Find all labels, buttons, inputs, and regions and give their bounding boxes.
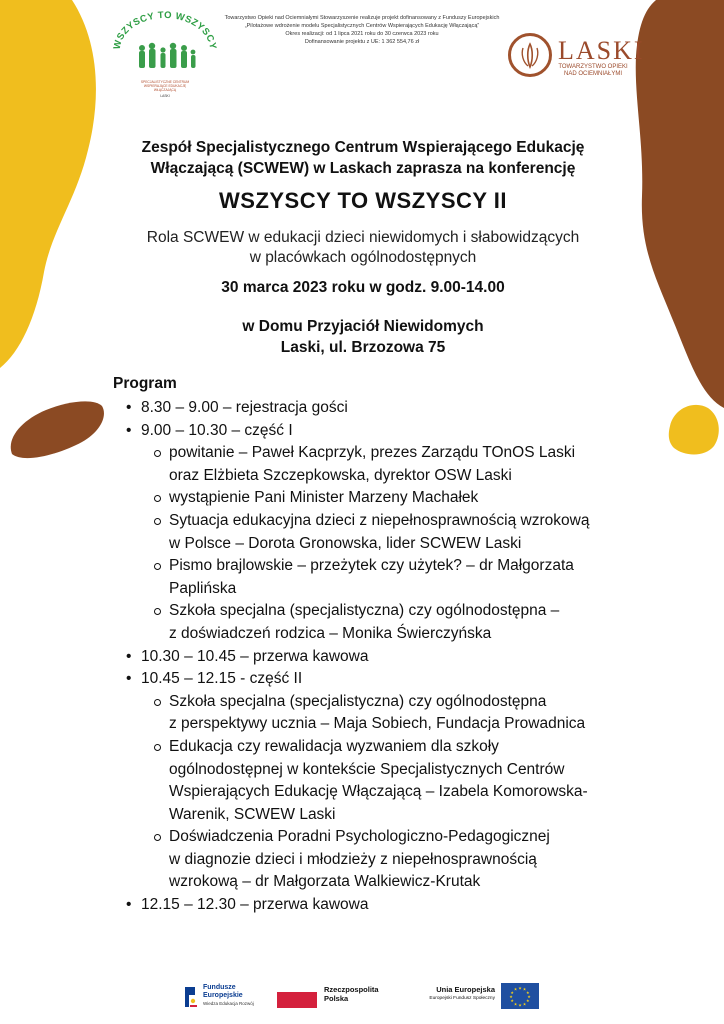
eu-line: Unia Europejska (436, 985, 495, 994)
conference-title: WSZYSCY TO WSZYSCY II (219, 188, 507, 213)
program-subitem (124, 510, 624, 555)
subitem-line: z perspektywy ucznia – Maja Sobiech, Fundacja Prowadnica (169, 715, 586, 733)
wszyscy-to-wszyscy-logo (110, 10, 220, 105)
svg-text:★: ★ (526, 998, 530, 1003)
laski-subtitle (558, 64, 628, 78)
funding-logos-bar (0, 975, 724, 1020)
subitem-line: Wspierających Edukację Włączającą – Izabela Komorowska- (169, 783, 588, 801)
fundusze-europejskie-icon (183, 985, 199, 1009)
program-item: • 9.00 – 10.30 – część I (124, 420, 624, 443)
program-heading: Program (113, 375, 177, 392)
rp-line: Rzeczpospolita (324, 985, 379, 994)
laski-logo (508, 33, 645, 81)
rzeczpospolita-polska-label (324, 985, 379, 1003)
svg-text:WSZYSCY TO WSZYSCY: WSZYSCY TO WSZYSCY (111, 10, 219, 51)
program-subitem (124, 600, 624, 645)
fundusze-europejskie-label (203, 984, 254, 1008)
subitem-line: ogólnodostępnej w kontekście Specjalistycznych Centrów (169, 760, 565, 778)
subitem-line: Paplińska (169, 579, 237, 597)
program-subitem (124, 487, 624, 510)
svg-text:★: ★ (513, 986, 518, 992)
program-subitem (124, 736, 624, 826)
conference-date: 30 marca 2023 roku w godz. 9.00-14.00 (221, 279, 505, 296)
svg-text:★: ★ (522, 1001, 527, 1007)
eu-flag-icon (501, 983, 539, 1009)
unia-europejska-label (410, 985, 495, 1003)
program-item: • 10.30 – 10.45 – przerwa kawowa (124, 646, 624, 669)
intro-line: Włączającą (SCWEW) w Laskach zaprasza na konferencję (150, 160, 576, 177)
subitem-line: Szkoła specjalna (specjalistyczna) czy ogólnodostępna – (169, 602, 560, 620)
svg-text:★: ★ (513, 1001, 518, 1007)
program-item: • 8.30 – 9.00 – rejestracja gości (124, 397, 624, 420)
eu-sub-line: Europejski Fundusz Społeczny (429, 996, 495, 1001)
funding-note-line: „Pilotażowe wdrożenie modelu Specjalistycznych Centrów Wspierających Edukację Włączającą” (244, 23, 480, 29)
program-subitem (124, 826, 624, 894)
intro-line: Zespół Specjalistycznego Centrum Wspierającego Edukację (141, 139, 585, 156)
fe-line: Fundusze (203, 984, 236, 991)
brown-blob-left (8, 398, 108, 460)
venue-line: Laski, ul. Brzozowa 75 (280, 339, 446, 356)
svg-text:WSPIERAJĄCE EDUKACJĘ: WSPIERAJĄCE EDUKACJĘ (143, 84, 187, 88)
family-silhouettes-icon (110, 10, 220, 105)
svg-text:★: ★ (510, 990, 514, 995)
subitem-line: Edukacja czy rewalidacja wyzwaniem dla szkoły (169, 737, 499, 755)
svg-text:★: ★ (518, 1002, 522, 1008)
program-subitem (124, 691, 624, 736)
project-funding-note (214, 14, 510, 46)
svg-text:★: ★ (518, 985, 522, 991)
subitem-line: w Polsce – Dorota Gronowska, lider SCWEW Laski (169, 534, 522, 552)
program-item: • 10.45 – 12.15 - część II (124, 668, 624, 691)
subtitle-line: w placówkach ogólnodostępnych (249, 249, 477, 266)
subitem-line: Warenik, SCWEW Laski (169, 805, 336, 823)
svg-text:SPECJALISTYCZNE CENTRUM: SPECJALISTYCZNE CENTRUM (140, 80, 190, 84)
subitem-line: Pismo brajlowskie – przeżytek czy użytek? – dr Małgorzata (169, 557, 574, 575)
svg-text:★: ★ (527, 994, 531, 999)
laski-subtitle-line: NAD OCIEMNIAŁYMI (563, 71, 622, 77)
subitem-line: wzrokową – dr Małgorzata Walkiewicz-Krutak (169, 873, 481, 891)
subitem-line: w diagnozie dzieci i młodzieży z niepełnosprawnością (169, 850, 537, 868)
funding-note-line: Okres realizacji: od 1 lipca 2021 roku do 30 czerwca 2023 roku (285, 31, 439, 37)
venue-line: w Domu Przyjaciół Niewidomych (242, 318, 484, 335)
laski-emblem-icon (508, 33, 552, 77)
fe-sub-line: Wiedza Edukacja Rozwój (203, 1001, 254, 1006)
yellow-blob-top-left (0, 0, 110, 370)
svg-text:★: ★ (509, 994, 513, 999)
subtitle-line: Rola SCWEW w edukacji dzieci niewidomych i słabowidzących (146, 229, 580, 246)
subitem-line: Szkoła specjalna (specjalistyczna) czy ogólnodostępna (169, 692, 547, 710)
svg-text:★: ★ (526, 990, 530, 995)
polish-flag-icon (277, 992, 317, 1008)
conference-venue (90, 316, 636, 358)
subitem-line: Sytuacja edukacyjna dzieci z niepełnosprawnością wzrokową (169, 511, 590, 529)
fe-line: Europejskie (203, 992, 243, 999)
program-subitem (124, 555, 624, 600)
subitem-line: z doświadczeń rodzica – Monika Świerczyńska (169, 624, 492, 642)
svg-text:LASKI: LASKI (160, 94, 170, 98)
subitem-line: powitanie – Paweł Kacprzyk, prezes Zarządu TOnOS Laski (169, 444, 576, 462)
laski-subtitle-line: TOWARZYSTWO OPIEKI (558, 64, 628, 70)
subitem-line: oraz Elżbieta Szczepkowska, dyrektor OSW Laski (169, 466, 512, 484)
subitem-line: wystąpienie Pani Minister Marzeny Machałek (169, 489, 479, 507)
yellow-blob-right (660, 398, 724, 458)
invitation-intro (90, 137, 636, 179)
svg-text:★: ★ (510, 998, 514, 1003)
funding-note-line: Towarzystwo Opieki nad Ociemniałymi Stowarzyszenie realizuje projekt dofinansowany z Funduszy Europejskich (224, 15, 500, 21)
laski-wordmark: LASKI (558, 36, 645, 65)
rp-line: Polska (324, 994, 349, 1003)
program-item: • 12.15 – 12.30 – przerwa kawowa (124, 894, 624, 917)
svg-text:★: ★ (522, 986, 527, 992)
conference-subtitle (90, 228, 636, 268)
program-list (124, 397, 624, 917)
program-subitem (124, 442, 624, 487)
subitem-line: Doświadczenia Poradni Psychologiczno-Pedagogicznej (169, 828, 550, 846)
funding-note-line: Dofinansowanie projektu z UE: 1 362 554,76 zł (304, 39, 420, 45)
svg-text:WŁĄCZAJĄCĄ: WŁĄCZAJĄCĄ (153, 88, 177, 92)
